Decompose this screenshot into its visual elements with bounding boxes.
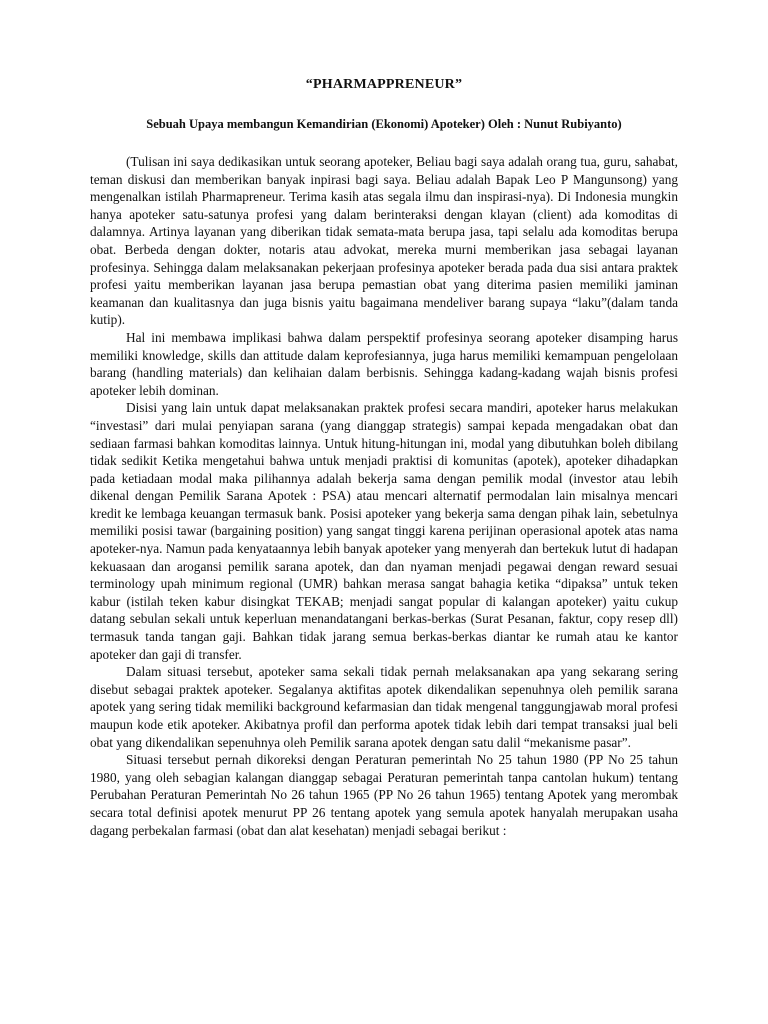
document-title: “PHARMAPPRENEUR” — [305, 77, 463, 92]
paragraph-regulation: Situasi tersebut pernah dikoreksi dengan Peraturan pemerintah No 25 tahun 1980 (PP No 25 tahun 1980, yang oleh sebagian kalangan dianggap sebagai Peraturan pemerintah tanpa cantolan hukum) tentang Perubahan Peraturan Pemerintah No 26 tahun 1965 (PP No 26 tahun 1965) tentang Apotek yang merombak secara total definisi apotek menurut PP 26 tentang apotek yang semula apotek hanyalah merupakan usaha dagang perbekalan farmasi (obat dan alat kesehatan) menjadi sebagai berikut : — [90, 752, 678, 838]
document-subtitle: Sebuah Upaya membangun Kemandirian (Ekonomi) Apoteker) Oleh : Nunut Rubiyanto) — [146, 117, 622, 131]
paragraph-dedication: (Tulisan ini saya dedikasikan untuk seorang apoteker, Beliau bagi saya adalah orang tua, guru, sahabat, teman diskusi dan memberikan banyak inpirasi bagi saya. Beliau adalah Bapak Leo P Mangunsong) yang mengenalkan istilah Pharmapreneur. Terima kasih atas segala ilmu dan inspirasi-nya). Di Indonesia mungkin hanya apoteker satu-satunya profesi yang dalam berinteraksi dengan klayan (client) ada komoditas di dalamnya. Artinya layanan yang diberikan tidak semata-mata berupa jasa, tapi selalu ada komoditas berupa obat. Berbeda dengan dokter, notaris atau advokat, mereka murni memberikan jasa sebagai layanan profesinya. Sehingga dalam melaksanakan pekerjaan profesinya apoteker berada pada dua sisi antara praktek profesi yaitu memberikan layanan jasa berupa pemastian obat yang diterima pasien memiliki jaminan keamanan dan kualitasnya dan juga bisnis yaitu bagaimana mendeliver barang supaya “laku”(dalam tanda kutip). — [90, 154, 678, 328]
paragraph-implication: Hal ini membawa implikasi bahwa dalam perspektif profesinya seorang apoteker disamping harus memiliki knowledge, skills dan attitude dalam keprofesiannya, juga harus memiliki kemampuan pengelolaan barang (handling materials) dan kelihaian dalam berbisnis. Sehingga kadang-kadang wajah bisnis profesi apoteker lebih dominan. — [90, 329, 678, 398]
paragraph-investment: Disisi yang lain untuk dapat melaksanakan praktek profesi secara mandiri, apoteker harus melakukan “investasi” dari mulai penyiapan sarana (yang dianggap strategis) sampai kepada mengadakan obat dan sediaan farmasi bahkan komoditas lainnya. Untuk hitung-hitungan ini, modal yang dibutuhkan boleh dibilang tidak sedikit Ketika mengetahui bahwa untuk menjadi praktisi di komunitas (apotek), apoteker dihadapkan pada ketiadaan modal maka pilihannya adalah bekerja sama dengan pemilik modal (investor atau lebih dikenal dengan Pemilik Sarana Apotek : PSA) atau mencari alternatif permodalan lain misalnya mencari kredit ke lembaga keuangan termasuk bank. Posisi apoteker yang bekerja sama dengan pihak lain, sebetulnya memiliki posisi tawar (bargaining position) yang sangat tinggi karena perijinan operasional apotek atas nama apoteker-nya. Namun pada kenyataannya lebih banyak apoteker yang menyerah dan bertekuk lutut di hadapan kekuasaan dan arogansi pemilik sarana apotek, dan dan nyaman menjadi pegawai dengan reward sesuai terminology upah minimum regional (UMR) bahkan merasa sangat bahagia ketika “dipaksa” untuk teken kabur (istilah teken kabur disingkat TEKAB; menjadi sangat popular di kalangan apoteker) yaitu cukup datang sebulan sekali untuk keperluan menandatangani berkas-berkas (Surat Pesanan, faktur, copy resep dll) termasuk tanda tangan gaji. Bahkan tidak jarang semua berkas-berkas diantar ke rumah atau ke kantor apoteker dan gaji di transfer. — [90, 400, 678, 662]
document-body — [90, 153, 678, 839]
paragraph-situation: Dalam situasi tersebut, apoteker sama sekali tidak pernah melaksanakan apa yang sekarang sering disebut sebagai praktek apoteker. Segalanya aktifitas apotek dikendalikan sepenuhnya oleh pemilik sarana apotek yang sering tidak memiliki background kefarmasian dan tidak mengenal tanggungjawab moral profesi maupun kode etik apoteker. Akibatnya profil dan performa apotek tidak lebih dari tempat transaksi jual beli obat yang dikendalikan sepenuhnya oleh Pemilik sarana apotek dengan satu dalil “mekanisme pasar”. — [90, 664, 678, 750]
